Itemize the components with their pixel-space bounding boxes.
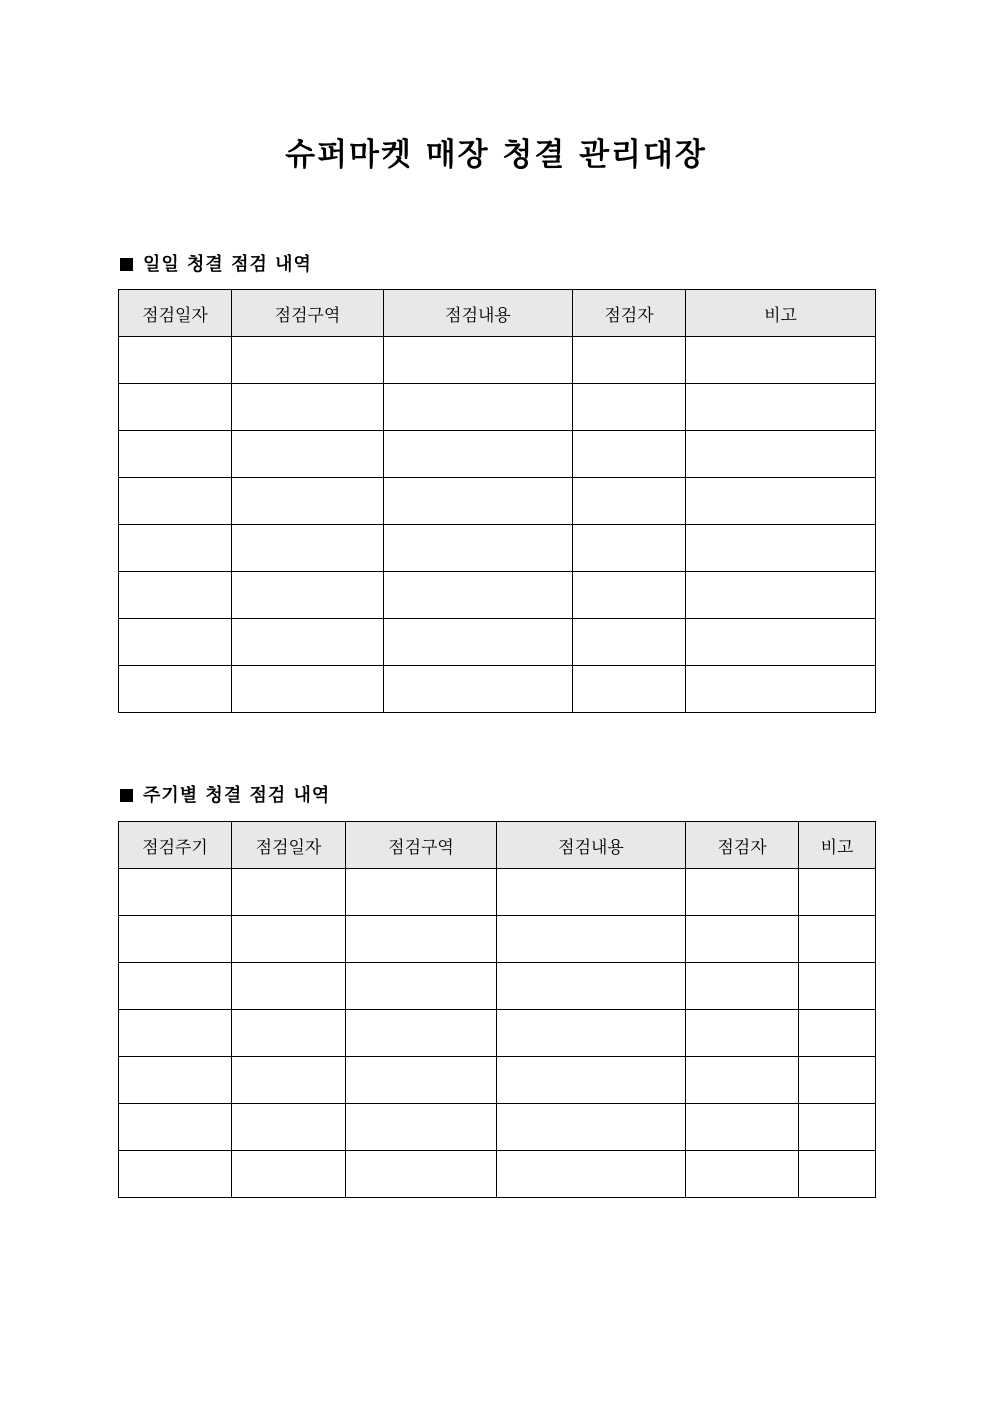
empty-entry-cell[interactable] — [119, 619, 232, 666]
empty-entry-cell[interactable] — [686, 384, 876, 431]
empty-entry-cell[interactable] — [119, 1010, 232, 1057]
column-header-inspection-date: 점검일자 — [119, 290, 232, 337]
empty-entry-cell[interactable] — [573, 431, 686, 478]
table-row — [119, 384, 876, 431]
empty-entry-cell[interactable] — [686, 963, 799, 1010]
empty-entry-cell[interactable] — [119, 916, 232, 963]
empty-entry-cell[interactable] — [686, 666, 876, 713]
periodic-section-heading-text: 주기별 청결 점검 내역 — [143, 785, 331, 806]
empty-entry-cell[interactable] — [346, 1010, 497, 1057]
empty-entry-cell[interactable] — [232, 337, 384, 384]
page-title: 슈퍼마켓 매장 청결 관리대장 — [285, 137, 707, 173]
column-header-inspection-date: 점검일자 — [232, 822, 346, 869]
daily-table-body — [119, 337, 876, 713]
empty-entry-cell[interactable] — [573, 619, 686, 666]
table-row — [119, 525, 876, 572]
empty-entry-cell[interactable] — [232, 619, 384, 666]
table-row — [119, 963, 876, 1010]
empty-entry-cell[interactable] — [119, 525, 232, 572]
empty-entry-cell[interactable] — [497, 916, 686, 963]
periodic-inspection-table — [118, 821, 876, 1198]
empty-entry-cell[interactable] — [232, 1010, 346, 1057]
empty-entry-cell[interactable] — [232, 1104, 346, 1151]
empty-entry-cell[interactable] — [384, 431, 573, 478]
empty-entry-cell[interactable] — [497, 1104, 686, 1151]
empty-entry-cell[interactable] — [346, 963, 497, 1010]
empty-entry-cell[interactable] — [346, 869, 497, 916]
column-header-inspection-content: 점검내용 — [384, 290, 573, 337]
empty-entry-cell[interactable] — [799, 1151, 876, 1198]
empty-entry-cell[interactable] — [232, 869, 346, 916]
empty-entry-cell[interactable] — [799, 1104, 876, 1151]
empty-entry-cell[interactable] — [573, 572, 686, 619]
table-header-row — [119, 290, 876, 337]
empty-entry-cell[interactable] — [686, 916, 799, 963]
column-header-remarks: 비고 — [686, 290, 876, 337]
empty-entry-cell[interactable] — [497, 869, 686, 916]
table-row — [119, 666, 876, 713]
square-bullet-icon — [120, 789, 133, 802]
empty-entry-cell[interactable] — [686, 478, 876, 525]
column-header-inspector: 점검자 — [573, 290, 686, 337]
empty-entry-cell[interactable] — [686, 1010, 799, 1057]
table-row — [119, 1010, 876, 1057]
empty-entry-cell[interactable] — [232, 1151, 346, 1198]
table-row — [119, 916, 876, 963]
column-header-inspection-area: 점검구역 — [346, 822, 497, 869]
empty-entry-cell[interactable] — [232, 384, 384, 431]
empty-entry-cell[interactable] — [119, 572, 232, 619]
empty-entry-cell[interactable] — [799, 916, 876, 963]
empty-entry-cell[interactable] — [232, 431, 384, 478]
empty-entry-cell[interactable] — [119, 666, 232, 713]
empty-entry-cell[interactable] — [119, 1151, 232, 1198]
empty-entry-cell[interactable] — [384, 384, 573, 431]
table-row — [119, 1104, 876, 1151]
empty-entry-cell[interactable] — [232, 916, 346, 963]
column-header-remarks: 비고 — [799, 822, 876, 869]
empty-entry-cell[interactable] — [686, 337, 876, 384]
empty-entry-cell[interactable] — [799, 1057, 876, 1104]
empty-entry-cell[interactable] — [573, 478, 686, 525]
empty-entry-cell[interactable] — [686, 1151, 799, 1198]
empty-entry-cell[interactable] — [799, 869, 876, 916]
column-header-inspection-area: 점검구역 — [232, 290, 384, 337]
empty-entry-cell[interactable] — [384, 572, 573, 619]
empty-entry-cell[interactable] — [686, 525, 876, 572]
empty-entry-cell[interactable] — [686, 1104, 799, 1151]
empty-entry-cell[interactable] — [346, 1057, 497, 1104]
square-bullet-icon — [120, 258, 133, 271]
empty-entry-cell[interactable] — [119, 337, 232, 384]
empty-entry-cell[interactable] — [497, 1057, 686, 1104]
column-header-inspection-cycle: 점검주기 — [119, 822, 232, 869]
empty-entry-cell[interactable] — [346, 916, 497, 963]
empty-entry-cell[interactable] — [232, 572, 384, 619]
empty-entry-cell[interactable] — [799, 963, 876, 1010]
table-row — [119, 478, 876, 525]
empty-entry-cell[interactable] — [573, 525, 686, 572]
empty-entry-cell[interactable] — [119, 431, 232, 478]
empty-entry-cell[interactable] — [119, 963, 232, 1010]
empty-entry-cell[interactable] — [686, 619, 876, 666]
table-row — [119, 1057, 876, 1104]
table-header-row — [119, 822, 876, 869]
empty-entry-cell[interactable] — [232, 666, 384, 713]
empty-entry-cell[interactable] — [119, 869, 232, 916]
empty-entry-cell[interactable] — [573, 666, 686, 713]
empty-entry-cell[interactable] — [497, 963, 686, 1010]
table-row — [119, 1151, 876, 1198]
empty-entry-cell[interactable] — [686, 572, 876, 619]
empty-entry-cell[interactable] — [384, 525, 573, 572]
periodic-section-heading — [120, 783, 330, 809]
empty-entry-cell[interactable] — [346, 1104, 497, 1151]
empty-entry-cell[interactable] — [573, 384, 686, 431]
empty-entry-cell[interactable] — [497, 1010, 686, 1057]
empty-entry-cell[interactable] — [232, 963, 346, 1010]
table-row — [119, 869, 876, 916]
empty-entry-cell[interactable] — [573, 337, 686, 384]
empty-entry-cell[interactable] — [384, 337, 573, 384]
empty-entry-cell[interactable] — [119, 478, 232, 525]
empty-entry-cell[interactable] — [119, 1104, 232, 1151]
daily-section-heading-text: 일일 청결 점검 내역 — [143, 254, 312, 275]
table-row — [119, 572, 876, 619]
empty-entry-cell[interactable] — [799, 1010, 876, 1057]
empty-entry-cell[interactable] — [232, 1057, 346, 1104]
empty-entry-cell[interactable] — [346, 1151, 497, 1198]
table-row — [119, 431, 876, 478]
empty-entry-cell[interactable] — [119, 1057, 232, 1104]
daily-section-heading — [120, 252, 312, 278]
empty-entry-cell[interactable] — [232, 525, 384, 572]
empty-entry-cell[interactable] — [686, 431, 876, 478]
column-header-inspection-content: 점검내용 — [497, 822, 686, 869]
empty-entry-cell[interactable] — [497, 1151, 686, 1198]
empty-entry-cell[interactable] — [232, 478, 384, 525]
empty-entry-cell[interactable] — [384, 666, 573, 713]
table-row — [119, 337, 876, 384]
empty-entry-cell[interactable] — [119, 384, 232, 431]
table-row — [119, 619, 876, 666]
empty-entry-cell[interactable] — [384, 478, 573, 525]
empty-entry-cell[interactable] — [384, 619, 573, 666]
empty-entry-cell[interactable] — [686, 869, 799, 916]
column-header-inspector: 점검자 — [686, 822, 799, 869]
empty-entry-cell[interactable] — [686, 1057, 799, 1104]
daily-inspection-table — [118, 289, 876, 713]
periodic-table-body — [119, 869, 876, 1198]
